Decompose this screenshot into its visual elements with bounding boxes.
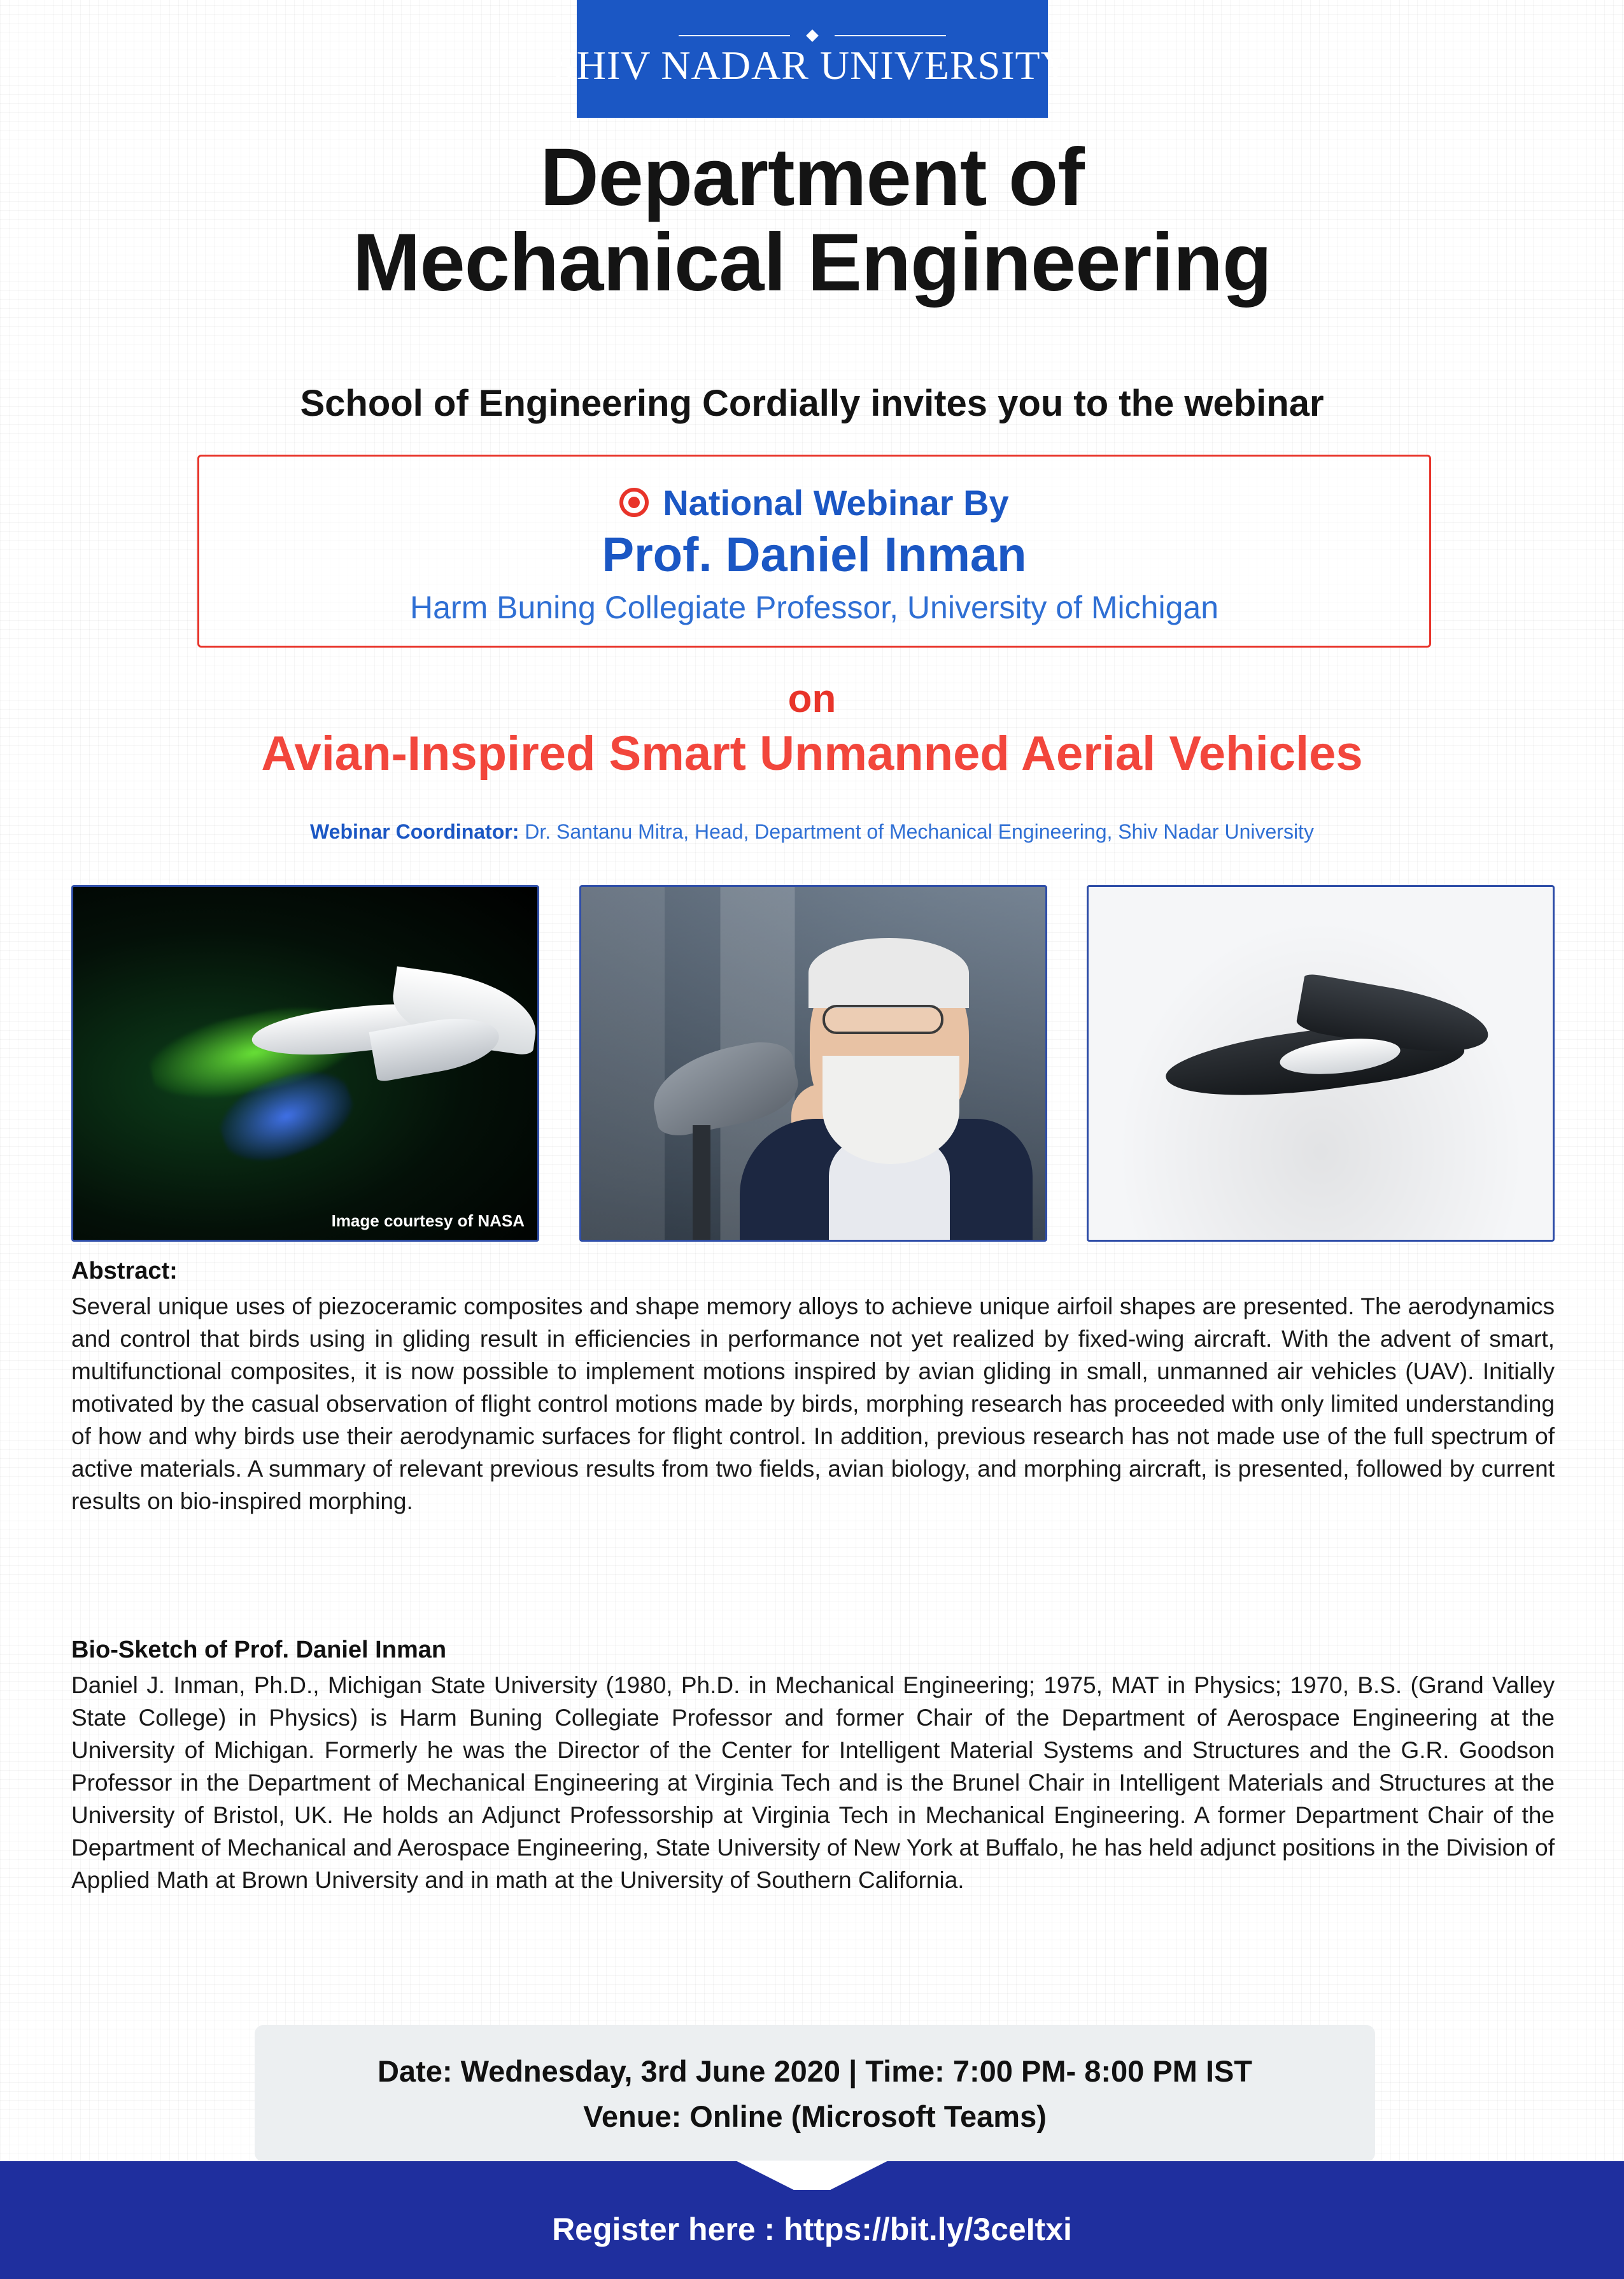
footer-notch-decoration (736, 2161, 889, 2190)
talk-topic: Avian-Inspired Smart Unmanned Aerial Vehicles (261, 727, 1363, 781)
diamond-icon (806, 29, 819, 42)
event-venue: Venue: Online (Microsoft Teams) (583, 2099, 1047, 2133)
logo-flourish-ornament (679, 29, 946, 41)
target-bullet-icon (619, 488, 649, 517)
university-logo (553, 0, 1071, 118)
coordinator-label: Webinar Coordinator: (310, 820, 519, 843)
coordinator-line (0, 820, 1624, 844)
speaker-affiliation: Harm Buning Collegiate Professor, University of Michigan (410, 589, 1218, 625)
abstract-section (71, 1258, 1555, 1517)
abstract-heading: Abstract: (71, 1258, 178, 1284)
bio-heading: Bio-Sketch of Prof. Daniel Inman (71, 1636, 447, 1663)
dept-title-line-2: Mechanical Engineering (352, 217, 1272, 309)
dept-title-line-1: Department of (540, 132, 1084, 223)
speaker-name: Prof. Daniel Inman (602, 527, 1027, 582)
bio-section (71, 1636, 1555, 1896)
abstract-text: Several unique uses of piezoceramic composites and shape memory alloys to achieve unique airfoil shapes are presented. The aerodynamics and control that birds using in gliding result in efficiencies in performance not yet realized by fixed-wing aircraft. With the advent of smart, multifunctional composites, it is now possible to implement motions inspired by avian gliding in small, unmanned air vehicles (UAV). Initially motivated by the casual observation of flight control motions made by birds, morphing research has proceeded with only limited understanding of how and why birds use their aerodynamic surfaces for flight control. In addition, previous research has not made use of the full spectrum of active materials. A summary of relevant previous results from two fields, avian biology, and morphing aircraft, is presented, followed by current results on bio-inspired morphing. (71, 1293, 1555, 1515)
professor-photo-image (579, 885, 1047, 1242)
webinar-by-row (619, 482, 1009, 523)
on-connector: on (787, 677, 837, 721)
event-date-time: Date: Wednesday, 3rd June 2020 | Time: 7:00 PM- 8:00 PM IST (377, 2054, 1252, 2088)
glasses-icon (823, 1005, 943, 1034)
model-stand-shape (693, 1125, 710, 1240)
nasa-morphing-wing-image (71, 885, 539, 1242)
speaker-box (197, 455, 1431, 648)
footer-bar (0, 2161, 1624, 2279)
invitation-subtitle: School of Engineering Cordially invites you to the webinar (300, 383, 1324, 424)
uav-model-image (1087, 885, 1555, 1242)
coordinator-value: Dr. Santanu Mitra, Head, Department of Mechanical Engineering, Shiv Nadar University (525, 820, 1314, 843)
beard-shape (823, 1056, 959, 1164)
hair-shape (808, 938, 969, 1008)
bio-text: Daniel J. Inman, Ph.D., Michigan State University (1980, Ph.D. in Mechanical Engineering; 1975, MAT in Physics; 1970, B.S. (Grand Valley State College) in Physics) is Harm Buning Collegiate Professor and former Chair of the Department of Aerospace Engineering at the University of Michigan. Formerly he was the Director of the Center for Intelligent Material Systems and Structures and the G.R. Goodson Professor in the Department of Mechanical Engineering at Virginia Tech and is the Brunel Chair in Intelligent Materials and Structures at the University of Bristol, UK. He holds an Adjunct Professorship at Virginia Tech in Mechanical Engineering. A former Department Chair of the Department of Mechanical and Aerospace Engineering, State University of New York at Buffalo, he has held adjunct positions in the Division of Applied Math at Brown University and in math at the University of Southern California. (71, 1672, 1555, 1894)
register-link[interactable]: Register here : https://bit.ly/3ceItxi (552, 2212, 1072, 2247)
webinar-by-label: National Webinar By (663, 482, 1009, 523)
logo-text: SHIV NADAR UNIVERSITY (553, 42, 1071, 88)
event-details-box (255, 2025, 1375, 2162)
image-gallery (71, 885, 1555, 1242)
image-credit: Image courtesy of NASA (331, 1211, 525, 1230)
page-title (0, 132, 1624, 309)
